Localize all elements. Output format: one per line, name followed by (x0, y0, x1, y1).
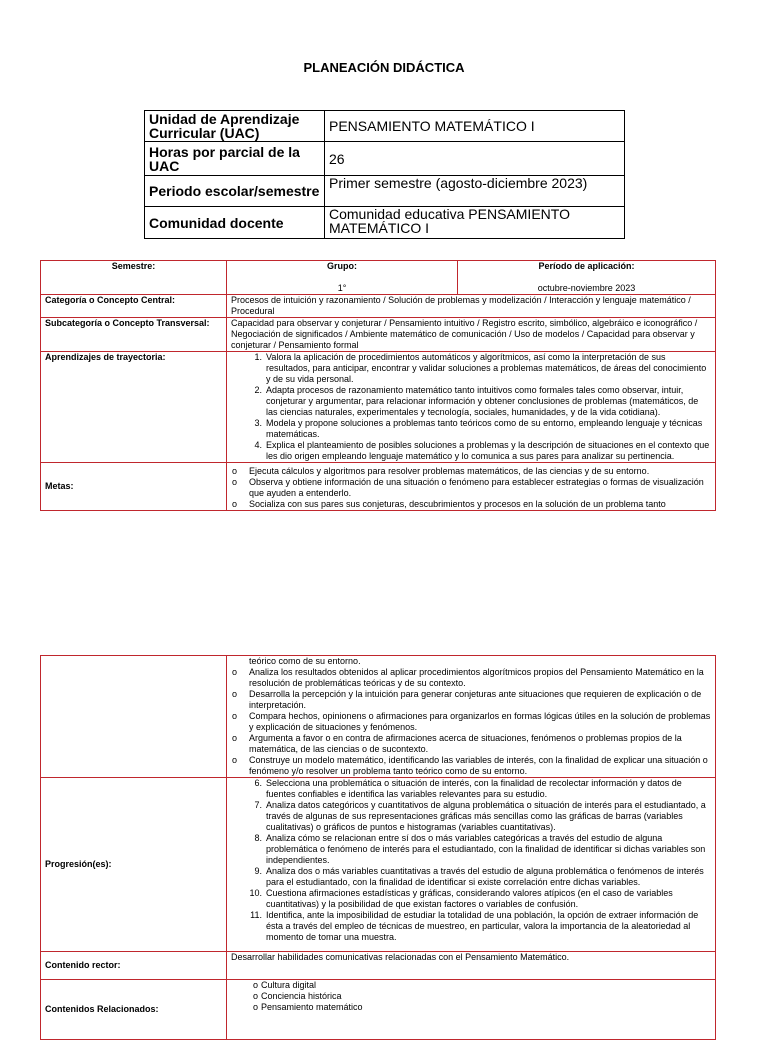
subcategoria-value: Capacidad para observar y conjeturar / Pensamiento intuitivo / Registro escrito, simbólico, algebráico e iconográfico / Negociación de significados / Ambiente matemático de comunicación / Uso de modelos / Capacidad para observar y conjeturar / Pensamiento formal (227, 318, 716, 352)
list-item: o Cultura digital (253, 980, 317, 990)
contenidos-relacionados-cell (227, 980, 716, 1040)
list-item: 10. Cuestiona afirmaciones estadísticas y gráficas, considerando valores atípicos (en el caso de variables cuantitativas) y la posibilidad de que existan factores o variables de confusión. (249, 888, 673, 909)
list-item: 3. Modela y propone soluciones a problemas tanto teóricos como de su entorno, empleando lenguaje y técnicas matemáticas. (254, 418, 703, 439)
uac-value: PENSAMIENTO MATEMÁTICO I (325, 111, 625, 142)
contenidos-relacionados-label: Contenidos Relacionados: (41, 980, 227, 1040)
semestre-label: Semestre: (111, 261, 156, 271)
categoria-value: Procesos de intuición y razonamiento / Solución de problemas y modelización / Interacción y lenguaje matemático / Procedural (227, 295, 716, 318)
list-item: 7. Analiza datos categóricos y cuantitativos de alguna problemática o situación de interés para el estudiantado, a través de algunas de sus representaciones gráficas más sencillas como las gráficas de barras (variables cualitativas) o gráficos de puntos e histogramas (variables cuantitativas). (254, 800, 706, 832)
subcategoria-label: Subcategoría o Concepto Transversal: (41, 318, 227, 352)
uac-label: Unidad de Aprendizaje Curricular (UAC) (145, 111, 325, 142)
progresiones-list (231, 778, 711, 943)
list-item: 11. Identifica, ante la imposibilidad de estudiar la totalidad de una población, la opción de extraer información de ésta a través del empleo de técnicas de muestreo, en particular, valora la importancia de la aleatoriedad al momento de tomar una muestra. (250, 910, 699, 942)
comunidad-label: Comunidad docente (145, 207, 325, 239)
semestre-cell (41, 261, 227, 295)
list-item: teórico como de su entorno. (249, 656, 361, 666)
periodo-aplicacion-label: Período de aplicación: (538, 261, 635, 271)
horas-label: Horas por parcial de la UAC (145, 142, 325, 176)
contenido-rector-value: Desarrollar habilidades comunicativas relacionadas con el Pensamiento Matemático. (227, 952, 716, 980)
list-item: o Construye un modelo matemático, identificando las variables de interés, con la finalidad de explicar una situación o fenómeno y/o resolver un problema tanto teórico como de su entorno. (232, 755, 708, 776)
progresiones-cell (227, 778, 716, 952)
list-item: o Argumenta a favor o en contra de afirmaciones acerca de situaciones, fenómenos o problemas propios de la matemática, de las ciencias o de sucontexto. (232, 733, 682, 754)
progresiones-label: Progresión(es): (41, 778, 227, 952)
planning-table-2 (40, 655, 716, 1040)
contenidos-relacionados-list (231, 980, 711, 1013)
list-item: o Conciencia histórica (253, 991, 342, 1001)
list-item: o Observa y obtiene información de una situación o fenómeno para establecer estrategias o formas de visualización que ayuden a entenderlo. (232, 477, 704, 498)
metas-list (231, 466, 711, 510)
periodo-label: Periodo escolar/semestre (145, 176, 325, 207)
list-item: o Pensamiento matemático (253, 1002, 363, 1012)
comunidad-value: Comunidad educativa PENSAMIENTO MATEMÁTICO I (325, 207, 625, 239)
list-item: o Compara hechos, opinionens o afirmaciones para organizarlos en formas lógicas útiles en la solución de problemas y explicación de situaciones y fenómenos. (232, 711, 711, 732)
periodo-value: Primer semestre (agosto-diciembre 2023) (325, 176, 625, 207)
planning-table-1 (40, 260, 716, 511)
metas-cont-cell (227, 656, 716, 778)
list-item: 4. Explica el planteamiento de posibles soluciones a problemas y la descripción de situaciones en el contexto que les dio origen empleando lenguaje matemático y lo comunica a sus pares para analizar su pertinencia. (254, 440, 710, 461)
page-title: PLANEACIÓN DIDÁCTICA (303, 60, 465, 75)
horas-value: 26 (325, 142, 625, 176)
grupo-cell (227, 261, 458, 295)
list-item: 8. Analiza cómo se relacionan entre sí dos o más variables categóricas a través del estudio de alguna problemática o fenómeno de interés para el estudiantado, con la finalidad de identificar si dichas variables son independientes. (254, 833, 706, 865)
periodo-aplicacion-cell (458, 261, 716, 295)
aprendizajes-cell (227, 352, 716, 463)
metas-cell (227, 463, 716, 511)
metas-cont-label (41, 656, 227, 778)
grupo-value: 1° (337, 283, 347, 293)
list-item: o Socializa con sus pares sus conjeturas, descubrimientos y procesos en la solución de un problema tanto (232, 499, 666, 509)
list-item: 6. Selecciona una problemática o situación de interés, con la finalidad de recolectar información y datos de fuentes confiables e identifica las variables relevantes para su estudio. (254, 778, 682, 799)
list-item: o Desarrolla la percepción y la intuición para generar conjeturas ante situaciones que requieren de explicación o de interpretación. (232, 689, 702, 710)
periodo-aplicacion-value: octubre-noviembre 2023 (537, 283, 636, 293)
uac-table (144, 110, 625, 239)
categoria-label: Categoría o Concepto Central: (41, 295, 227, 318)
list-item: o Analiza los resultados obtenidos al aplicar procedimientos algorítmicos propios del Pensamiento Matemático en la resolución de problemáticas teóricas y de su contexto. (232, 667, 704, 688)
list-item: o Ejecuta cálculos y algoritmos para resolver problemas matemáticos, de las ciencias y de su entorno. (232, 466, 650, 476)
list-item: 9. Analiza dos o más variables cuantitativas a través del estudio de alguna problemática o fenómenos de interés para el estudiantado, con la finalidad de identificar si existe correlación entre dichas variables. (254, 866, 704, 887)
metas-cont-list (231, 656, 711, 777)
aprendizajes-list (231, 352, 711, 462)
list-item: 2. Adapta procesos de razonamiento matemático tanto intuitivos como formales tales como observar, intuir, conjeturar y argumentar, para relacionar información y obtener conclusiones de problemas (matemáticos, de las ciencias naturales, experimentales y tecnología, sociales, humanidades, y de la vida cotidiana). (254, 385, 699, 417)
metas-label: Metas: (41, 463, 227, 511)
list-item: 1. Valora la aplicación de procedimientos automáticos y algorítmicos, así como la interpretación de sus resultados, para anticipar, encontrar y validar soluciones a problemas matemáticos, de áreas del conocimiento y de su vida personal. (254, 352, 707, 384)
contenido-rector-label: Contenido rector: (41, 952, 227, 980)
aprendizajes-label: Aprendizajes de trayectoria: (41, 352, 227, 463)
grupo-label: Grupo: (327, 261, 357, 271)
